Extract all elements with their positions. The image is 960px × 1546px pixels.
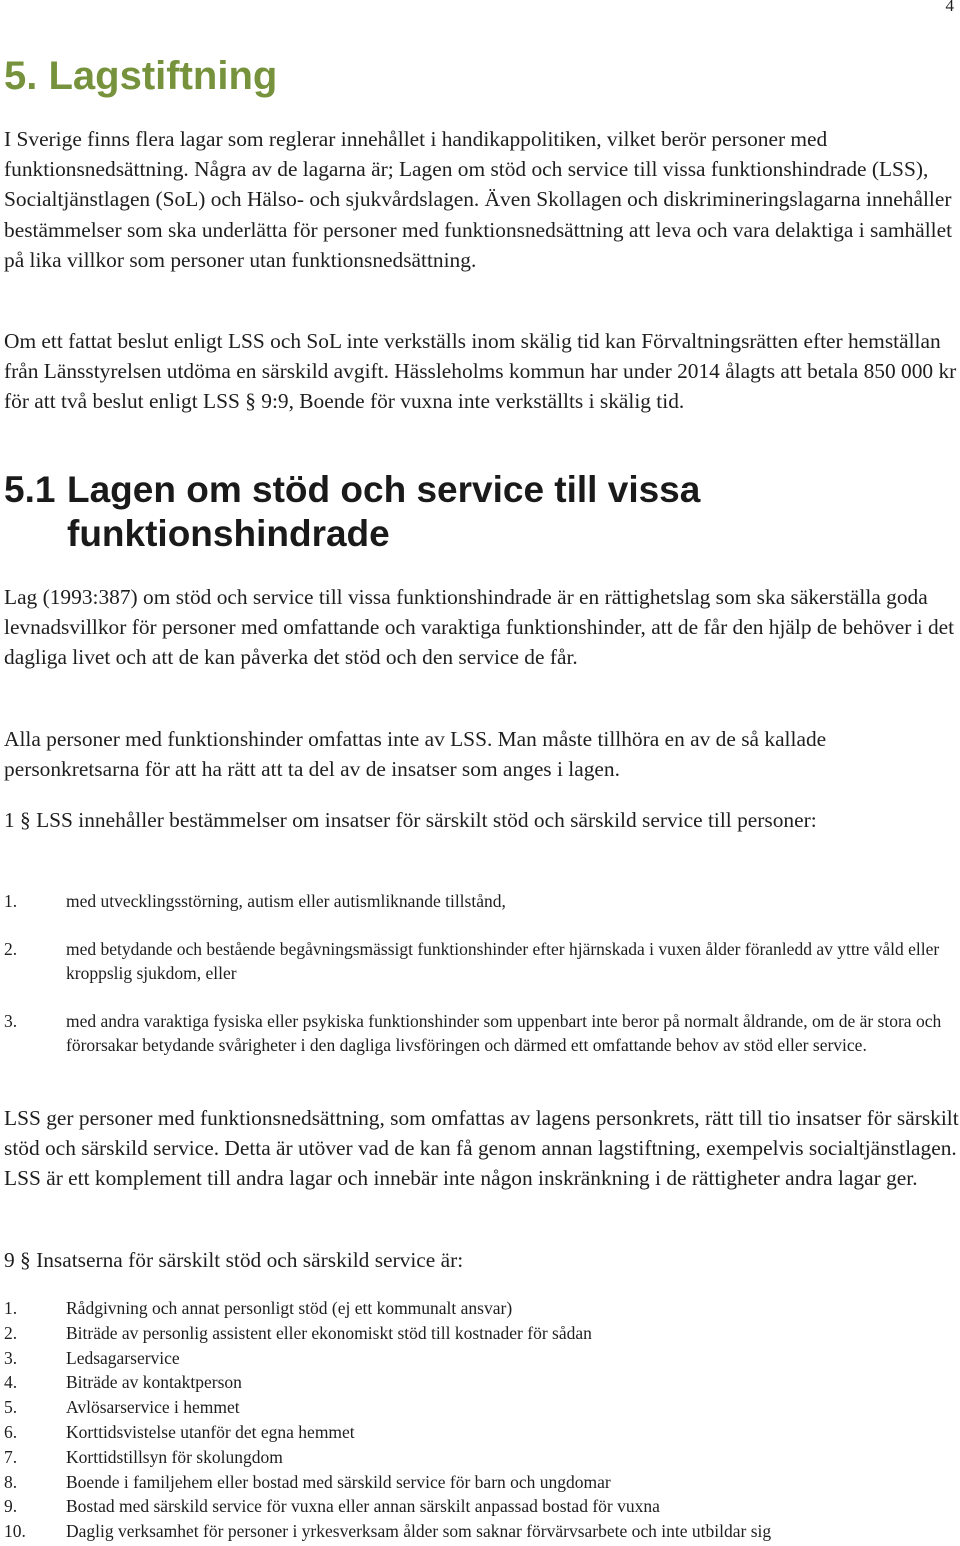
list-number: 7. <box>4 1446 18 1467</box>
list-item <box>4 1470 960 1495</box>
list-item <box>4 1519 960 1544</box>
list-text: med andra varaktiga fysiska eller psykiska funktionshinder som uppenbart inte beror på normalt åldrande, om de är stora och förorsakar betydande svårigheter i den dagliga livsföringen och därmed ett omfattande behov av stöd eller service. <box>66 1010 942 1055</box>
personkrets-paragraph: Alla personer med funktionshinder omfattas inte av LSS. Man måste tillhöra en av de så kallade personkretsarna för att ha rätt att ta del av de insatser som anges i lagen. <box>4 727 827 782</box>
list-text: med utvecklingsstörning, autism eller autismliknande tillstånd, <box>66 891 506 911</box>
list-text: Avlösarservice i hemmet <box>66 1397 240 1418</box>
list-number: 1. <box>4 891 18 911</box>
list-number: 3. <box>4 1010 18 1031</box>
list-text: Daglig verksamhet för personer i yrkesverksam ålder som saknar förvärvsarbete och inte utbildar sig <box>66 1521 772 1542</box>
list-text: Rådgivning och annat personligt stöd (ej ett kommunalt ansvar) <box>66 1298 513 1318</box>
list-number: 3. <box>4 1347 18 1368</box>
lss-definition-paragraph: Lag (1993:387) om stöd och service till vissa funktionshindrade är en rättighetslag som ska säkerställa goda levnadsvillkor för personer med omfattande och varaktiga funktionshinder, att de får den hjälp de behöver i det dagliga livet och att de kan påverka det stöd och den service de får. <box>4 585 955 670</box>
list-item <box>4 1420 960 1445</box>
list-number: 8. <box>4 1471 18 1492</box>
list-text: Biträde av kontaktperson <box>66 1372 242 1393</box>
intro-paragraph: I Sverige finns flera lagar som reglerar innehållet i handikappolitiken, vilket berör personer med funktionsnedsättning. Några av de lagarna är; Lagen om stöd och service till vissa funktionshindrade (LSS), Socialtjänstlagen (SoL) och Hälso- och sjukvårdslagen. Även Skollagen och diskrimineringslagarna innehåller bestämmelser som ska underlätta för personer med funktionsnedsättning att leva och vara delaktiga i samhället på lika villkor som personer utan funktionsnedsättning. <box>4 127 953 272</box>
list-text: Boende i familjehem eller bostad med särskild service för barn och ungdomar <box>66 1471 611 1492</box>
subsection-heading <box>4 468 700 556</box>
list-number: 2. <box>4 1322 18 1343</box>
list-text: Bostad med särskild service för vuxna eller annan särskilt anpassad bostad för vuxna <box>66 1496 660 1517</box>
list-text: Korttidstillsyn för skolungdom <box>66 1446 283 1467</box>
insatser-list <box>4 1296 960 1544</box>
section-heading: 5. Lagstiftning <box>4 54 278 98</box>
section9-paragraph: 9 § Insatserna för särskilt stöd och särskild service är: <box>4 1248 464 1272</box>
list-item <box>4 1395 960 1420</box>
list-number: 1. <box>4 1298 18 1318</box>
list-item <box>4 1346 960 1371</box>
list-text: Korttidsvistelse utanför det egna hemmet <box>66 1421 355 1442</box>
list-text: Biträde av personlig assistent eller ekonomiskt stöd till kostnader för sådan <box>66 1322 592 1343</box>
list-item <box>4 1296 960 1321</box>
fee-paragraph: Om ett fattat beslut enligt LSS och SoL inte verkställs inom skälig tid kan Förvaltningsrätten efter hemställan från Länsstyrelsen utdöma en särskild avgift. Hässleholms kommun har under 2014 ålagts att betala 850 000 kr för att två beslut enligt LSS § 9:9, Boende för vuxna inte verkställts i skälig tid. <box>4 329 957 414</box>
list-text: Ledsagarservice <box>66 1347 180 1368</box>
page-number: 4 <box>945 0 954 15</box>
list-item <box>4 889 960 914</box>
list-item <box>4 1009 960 1058</box>
list-number: 6. <box>4 1421 18 1442</box>
list-item <box>4 1494 960 1519</box>
personkrets-list <box>4 889 960 1058</box>
list-item <box>4 1321 960 1346</box>
list-number: 4. <box>4 1372 18 1393</box>
subsection-title-line2: funktionshindrade <box>67 513 390 554</box>
lss-rights-paragraph: LSS ger personer med funktionsnedsättning, som omfattas av lagens personkrets, rätt till tio insatser för särskilt stöd och särskild service. Detta är utöver vad de kan få genom annan lagstiftning, exempelvis socialtjänstlagen. LSS är ett komplement till andra lagar och innebär inte någon inskränkning i de rättigheter andra lagar ger. <box>4 1106 959 1191</box>
list-number: 2. <box>4 938 18 959</box>
subsection-title-line1: Lagen om stöd och service till vissa <box>67 469 701 510</box>
list-text: med betydande och bestående begåvningsmässigt funktionshinder efter hjärnskada i vuxen ålder föranledd av yttre våld eller kroppslig sjukdom, eller <box>66 938 940 983</box>
subsection-number: 5.1 <box>4 469 56 510</box>
section1-paragraph: 1 § LSS innehåller bestämmelser om insatser för särskilt stöd och särskild service till personer: <box>4 808 817 832</box>
list-number: 5. <box>4 1397 18 1418</box>
list-item <box>4 937 960 986</box>
list-item <box>4 1370 960 1395</box>
list-number: 9. <box>4 1496 18 1517</box>
list-item <box>4 1445 960 1470</box>
list-number: 10. <box>4 1521 26 1542</box>
